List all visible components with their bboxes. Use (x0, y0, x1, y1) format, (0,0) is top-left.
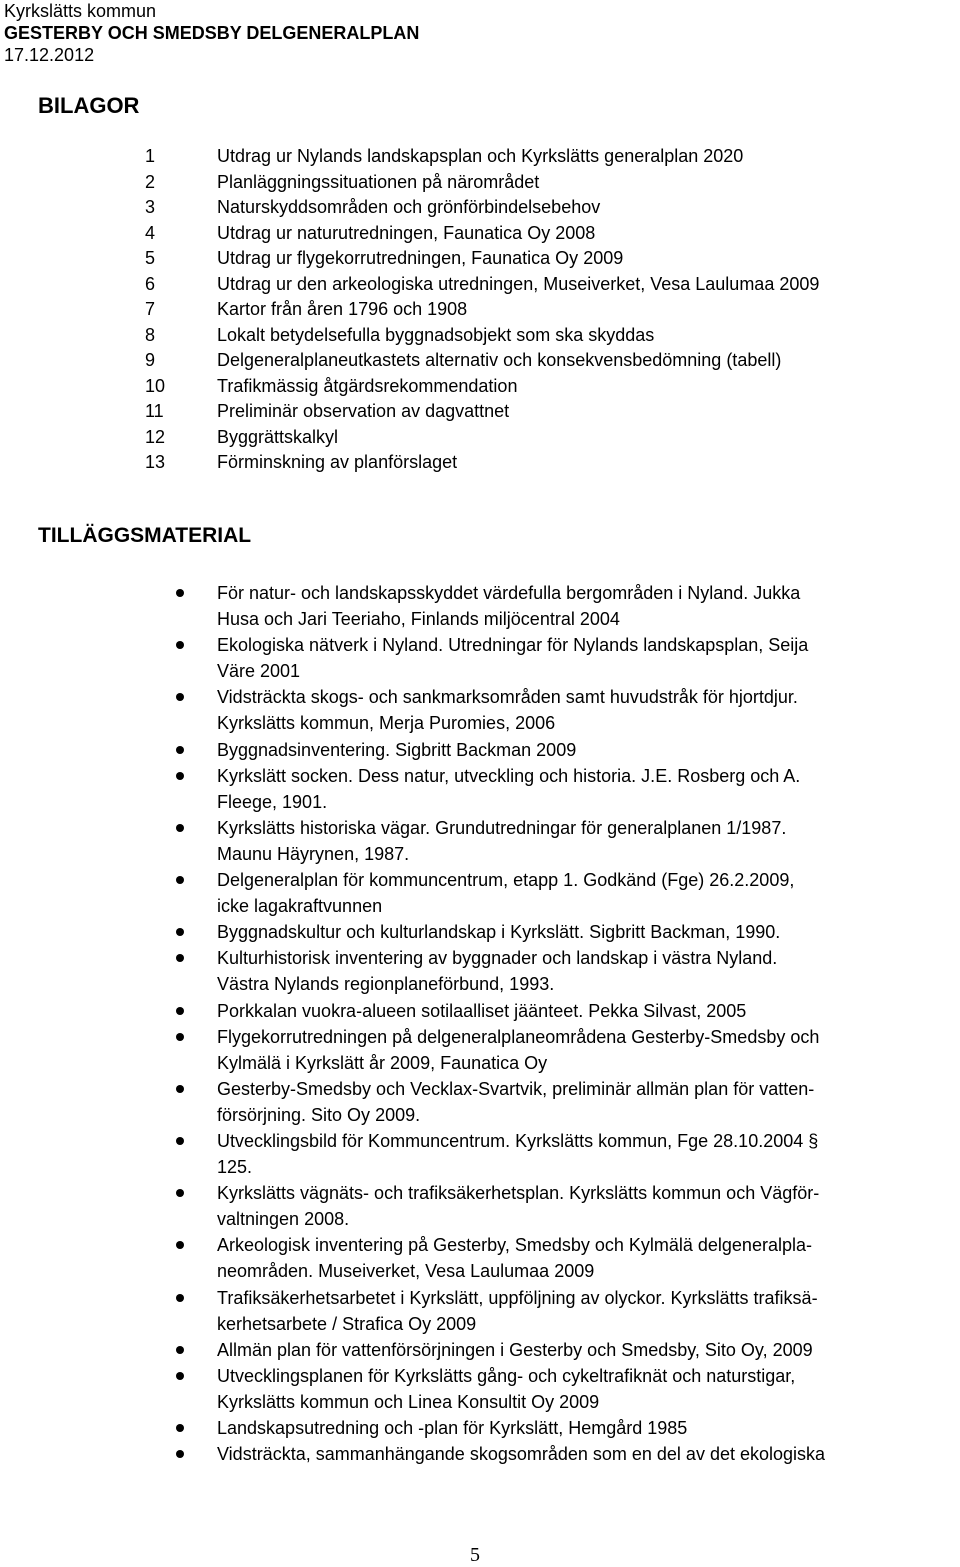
bilaga-item (0, 348, 960, 374)
tillaggsmaterial-text: Vidsträckta skogs- och sankmarksområden samt huvudstråk för hjortdjur. Kyrkslätts kommun, Merja Puromies, 2006 (217, 687, 798, 734)
tillaggsmaterial-item (0, 919, 960, 945)
tillaggsmaterial-item (0, 737, 960, 763)
tillaggsmaterial-item (0, 1337, 960, 1363)
bilaga-title: Lokalt betydelsefulla byggnadsobjekt som ska skyddas (217, 324, 655, 345)
tillaggsmaterial-item (0, 580, 960, 632)
header-plan-title: GESTERBY OCH SMEDSBY DELGENERALPLAN (4, 23, 420, 43)
document-header (4, 0, 419, 66)
tillaggsmaterial-item (0, 1076, 960, 1128)
bullet-icon (176, 954, 184, 962)
bilagor-heading: BILAGOR (38, 93, 140, 118)
bullet-icon (176, 1450, 184, 1458)
tillaggsmaterial-text: Ekologiska nätverk i Nyland. Utredningar för Nylands landskapsplan, Seija Väre 2001 (217, 635, 809, 682)
tillaggsmaterial-item (0, 1363, 960, 1415)
tillaggsmaterial-item (0, 1285, 960, 1337)
bilaga-title: Trafikmässig åtgärdsrekommendation (217, 375, 518, 396)
bilaga-item (0, 425, 960, 451)
tillaggsmaterial-text: Landskapsutredning och -plan för Kyrkslätt, Hemgård 1985 (217, 1418, 688, 1438)
page-number: 5 (470, 1544, 480, 1566)
bullet-icon (176, 1294, 184, 1302)
tillaggsmaterial-text: Kyrkslätt socken. Dess natur, utveckling och historia. J.E. Rosberg och A. Fleege, 1901. (217, 765, 801, 812)
bilaga-title: Byggrättskalkyl (217, 426, 339, 447)
bilaga-number: 1 (145, 146, 156, 166)
bilaga-title: Planläggningssituationen på närområdet (217, 171, 540, 192)
bullet-icon (176, 772, 184, 780)
bilaga-title: Utdrag ur naturutredningen, Faunatica Oy 2008 (217, 222, 596, 243)
bilaga-number: 5 (145, 248, 156, 268)
bullet-icon (176, 1189, 184, 1197)
bullet-icon (176, 693, 184, 701)
bilaga-number: 7 (145, 299, 156, 319)
bullet-icon (176, 1346, 184, 1354)
bullet-icon (176, 746, 184, 754)
tillaggsmaterial-text: Porkkalan vuokra-alueen sotilaalliset jäänteet. Pekka Silvast, 2005 (217, 1000, 747, 1021)
bilaga-title: Kartor från åren 1796 och 1908 (217, 299, 468, 319)
bilaga-item (0, 221, 960, 247)
tillaggsmaterial-text: Utvecklingsplanen för Kyrkslätts gång- och cykeltrafiknät och naturstigar, Kyrkslätts kommun och Linea Konsultit Oy 2009 (217, 1365, 796, 1412)
bilaga-item (0, 246, 960, 272)
bilaga-title: Delgeneralplaneutkastets alternativ och konsekvensbedömning (tabell) (217, 350, 782, 370)
tillaggsmaterial-text: Trafiksäkerhetsarbetet i Kyrkslätt, uppföljning av olyckor. Kyrkslätts trafiksä- kerhetsarbete / Strafica Oy 2009 (217, 1287, 818, 1334)
bullet-icon (176, 1033, 184, 1041)
tillaggsmaterial-item (0, 945, 960, 997)
bullet-icon (176, 1007, 184, 1015)
bilaga-number: 12 (145, 426, 166, 447)
bullet-icon (176, 1241, 184, 1249)
tillaggsmaterial-item (0, 1232, 960, 1284)
tillaggsmaterial-text: Kyrkslätts vägnäts- och trafiksäkerhetsplan. Kyrkslätts kommun och Vägför- valtningen 2008. (217, 1183, 820, 1230)
bilaga-item (0, 272, 960, 298)
bilaga-item (0, 195, 960, 221)
bilaga-number: 3 (145, 197, 156, 217)
tillaggsmaterial-item (0, 1128, 960, 1180)
header-municipality: Kyrkslätts kommun (4, 1, 157, 21)
bullet-icon (176, 876, 184, 884)
tillaggsmaterial-text: Gesterby-Smedsby och Vecklax-Svartvik, preliminär allmän plan för vatten- försörjning. Sito Oy 2009. (217, 1078, 815, 1125)
bullet-icon (176, 1137, 184, 1145)
bilagor-list (0, 144, 960, 476)
bilaga-item (0, 297, 960, 323)
tillaggsmaterial-text: Vidsträckta, sammanhängande skogsområden som en del av det ekologiska (217, 1444, 826, 1465)
tillaggsmaterial-text: Byggnadsinventering. Sigbritt Backman 2009 (217, 739, 577, 760)
tillaggsmaterial-text: Byggnadskultur och kulturlandskap i Kyrkslätt. Sigbritt Backman, 1990. (217, 922, 781, 943)
bilaga-item (0, 374, 960, 400)
tillaggsmaterial-text: Kulturhistorisk inventering av byggnader och landskap i västra Nyland. Västra Nylands regionplaneförbund, 1993. (217, 948, 778, 995)
bilaga-item (0, 323, 960, 349)
tillaggsmaterial-item (0, 763, 960, 815)
tillaggsmaterial-text: Allmän plan för vattenförsörjningen i Gesterby och Smedsby, Sito Oy, 2009 (217, 1339, 813, 1360)
tillaggsmaterial-list (0, 580, 960, 1467)
bilaga-number: 13 (145, 452, 166, 472)
bilaga-item (0, 399, 960, 425)
tillaggsmaterial-text: Arkeologisk inventering på Gesterby, Smedsby och Kylmälä delgeneralpla- neområden. Museiverket, Vesa Laulumaa 2009 (217, 1235, 812, 1282)
bilaga-item (0, 450, 960, 476)
bilaga-number: 10 (145, 375, 166, 396)
tillaggsmaterial-item (0, 1024, 960, 1076)
bilaga-number: 2 (145, 171, 156, 192)
tillaggsmaterial-item (0, 867, 960, 919)
tillaggsmaterial-item (0, 1415, 960, 1441)
tillaggsmaterial-item (0, 1441, 960, 1467)
bilaga-title: Utdrag ur flygekorrutredningen, Faunatica Oy 2009 (217, 248, 624, 268)
bullet-icon (176, 641, 184, 649)
tillaggsmaterial-text: Delgeneralplan för kommuncentrum, etapp 1. Godkänd (Fge) 26.2.2009, icke lagakraftvunnen (217, 870, 795, 917)
tillaggsmaterial-item (0, 632, 960, 684)
tillaggsmaterial-item (0, 998, 960, 1024)
bullet-icon (176, 824, 184, 832)
tillaggsmaterial-text: Utvecklingsbild för Kommuncentrum. Kyrkslätts kommun, Fge 28.10.2004 § 125. (217, 1130, 819, 1178)
tillaggsmaterial-text: För natur- och landskapsskyddet värdefulla bergområden i Nyland. Jukka Husa och Jari Teeriaho, Finlands miljöcentral 2004 (217, 583, 801, 630)
tillaggsmaterial-item (0, 684, 960, 736)
bilaga-number: 6 (145, 273, 156, 294)
bilaga-title: Naturskyddsområden och grönförbindelsebehov (217, 197, 601, 217)
header-date: 17.12.2012 (4, 45, 95, 65)
tillaggsmaterial-text: Flygekorrutredningen på delgeneralplaneområdena Gesterby-Smedsby och Kylmälä i Kyrkslätt år 2009, Faunatica Oy (217, 1026, 820, 1073)
bilaga-title: Förminskning av planförslaget (217, 452, 458, 472)
bilaga-title: Preliminär observation av dagvattnet (217, 401, 510, 421)
bilaga-title: Utdrag ur den arkeologiska utredningen, Museiverket, Vesa Laulumaa 2009 (217, 273, 820, 294)
bilaga-title: Utdrag ur Nylands landskapsplan och Kyrkslätts generalplan 2020 (217, 146, 744, 166)
bilaga-number: 4 (145, 222, 156, 243)
bullet-icon (176, 1424, 184, 1432)
tillaggsmaterial-item (0, 1180, 960, 1232)
bullet-icon (176, 1372, 184, 1380)
bilaga-item (0, 170, 960, 196)
bullet-icon (176, 1085, 184, 1093)
bilaga-number: 11 (145, 401, 164, 421)
bullet-icon (176, 928, 184, 936)
bilaga-item (0, 144, 960, 170)
tillaggsmaterial-text: Kyrkslätts historiska vägar. Grundutredningar för generalplanen 1/1987. Maunu Häyrynen, 1987. (217, 817, 787, 864)
bilaga-number: 8 (145, 324, 156, 345)
tillaggsmaterial-heading: TILLÄGGSMATERIAL (38, 524, 252, 547)
bullet-icon (176, 589, 184, 597)
tillaggsmaterial-item (0, 815, 960, 867)
bilaga-number: 9 (145, 350, 156, 370)
